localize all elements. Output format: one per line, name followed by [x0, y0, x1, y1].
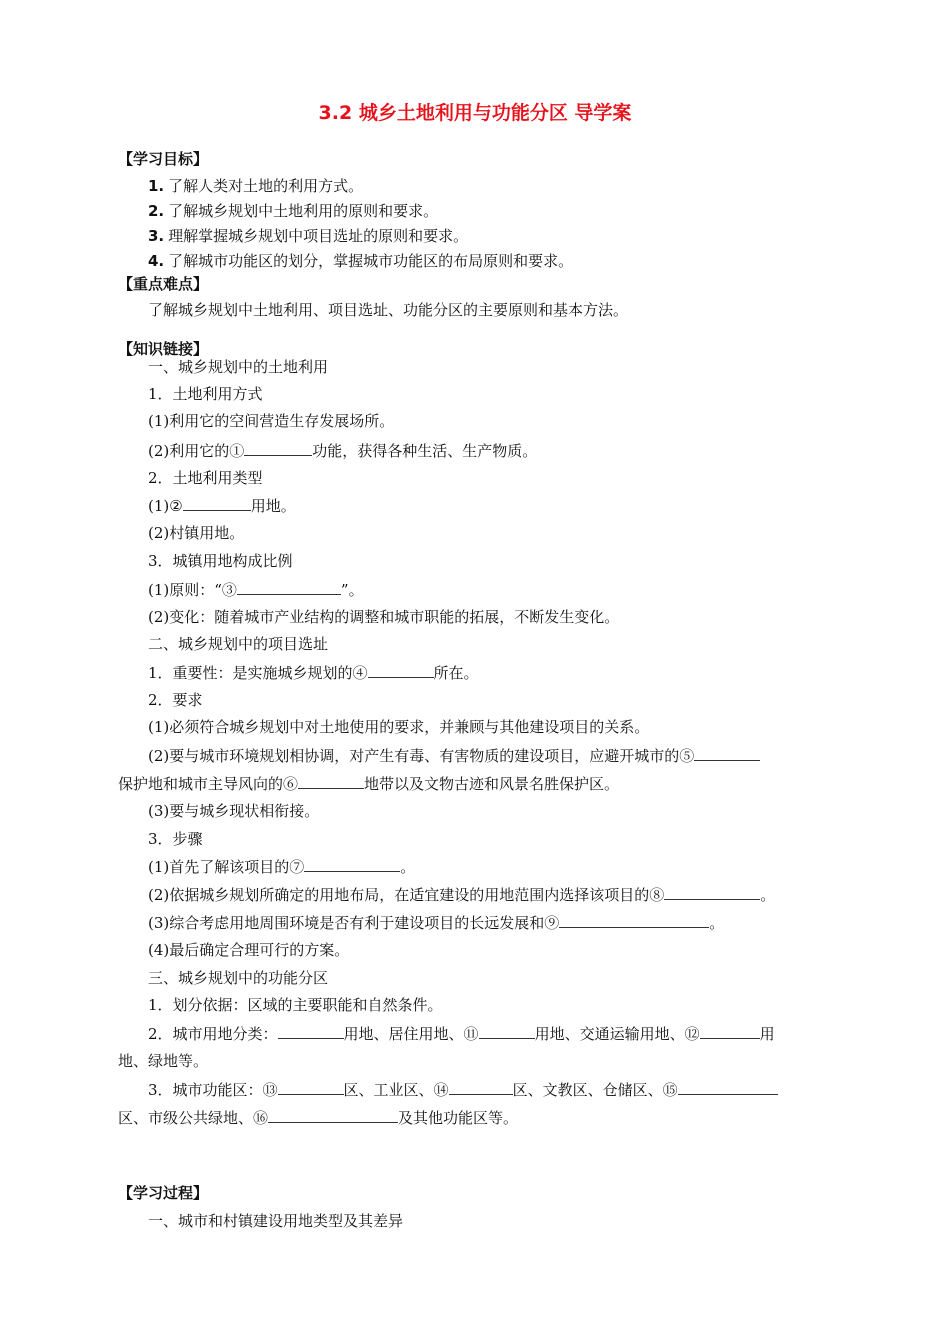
text: 用	[759, 1025, 775, 1043]
blank-16[interactable]	[268, 1108, 398, 1123]
text: (1)原则：“③	[148, 581, 237, 599]
blank-5[interactable]	[694, 746, 760, 761]
s2-3d: (4)最后确定合理可行的方案。	[148, 941, 350, 959]
goal-number: 3.	[148, 227, 165, 245]
page-title: 3.2 城乡土地利用与功能分区 导学案	[318, 102, 632, 124]
key-text: 了解城乡规划中土地利用、项目选址、功能分区的主要原则和基本方法。	[148, 301, 629, 319]
text: (1)②	[148, 497, 183, 515]
blank-7[interactable]	[304, 857, 400, 872]
text: 保护地和城市主导风向的⑥	[118, 775, 299, 793]
text: 地带以及文物古迹和风景名胜保护区。	[364, 775, 620, 793]
blank-15[interactable]	[678, 1080, 778, 1095]
blank-3[interactable]	[237, 580, 341, 595]
s1-2: 2．土地利用类型	[148, 469, 263, 487]
section-2-heading: 二、城乡规划中的项目选址	[148, 635, 329, 653]
s1-1: 1．土地利用方式	[148, 385, 263, 403]
s3-3	[148, 1080, 778, 1099]
process-heading: 【学习过程】	[118, 1184, 209, 1202]
blank-8[interactable]	[664, 885, 760, 900]
text: 。	[760, 886, 776, 904]
text: 用地、交通运输用地、⑫	[534, 1025, 700, 1043]
blank-4[interactable]	[368, 663, 434, 678]
text: (1)首先了解该项目的⑦	[148, 858, 305, 876]
s1-2b: (2)村镇用地。	[148, 524, 245, 542]
text: 3．城市功能区：⑬	[148, 1081, 278, 1099]
text: (2)利用它的①	[148, 442, 245, 460]
s3-2	[148, 1024, 775, 1043]
section-1-heading: 一、城乡规划中的土地利用	[148, 358, 329, 376]
goal-text: 了解城乡规划中土地利用的原则和要求。	[168, 202, 439, 220]
goal-text: 了解人类对土地的利用方式。	[168, 177, 364, 195]
text: (2)要与城市环境规划相协调，对产生有毒、有害物质的建设项目，应避开城市的⑤	[148, 747, 695, 765]
text: 区、市级公共绿地、⑯	[118, 1109, 269, 1127]
s2-2a: (1)必须符合城乡规划中对土地使用的要求，并兼顾与其他建设项目的关系。	[148, 718, 650, 736]
goal-item	[148, 177, 363, 195]
text: 2．城市用地分类：	[148, 1025, 278, 1043]
s2-2: 2．要求	[148, 691, 203, 709]
blank-12[interactable]	[700, 1024, 760, 1039]
s2-3: 3．步骤	[148, 830, 203, 848]
goal-number: 1.	[148, 177, 165, 195]
s2-1	[148, 663, 479, 682]
blank-1[interactable]	[244, 441, 312, 456]
goal-text: 了解城市功能区的划分，掌握城市功能区的布局原则和要求。	[168, 252, 574, 270]
key-heading: 【重点难点】	[118, 275, 209, 293]
s1-3b: (2)变化：随着城市产业结构的调整和城市职能的拓展，不断发生变化。	[148, 608, 620, 626]
s1-1a: (1)利用它的空间营造生存发展场所。	[148, 412, 395, 430]
s2-3a	[148, 857, 415, 876]
s1-1b	[148, 441, 537, 460]
text: 1．重要性：是实施城乡规划的④	[148, 664, 368, 682]
link-heading: 【知识链接】	[118, 340, 209, 358]
goal-text: 理解掌握城乡规划中项目选址的原则和要求。	[168, 227, 469, 245]
text: (3)综合考虑用地周围环境是否有利于建设项目的长远发展和⑨	[148, 914, 560, 932]
text: 。	[400, 858, 416, 876]
text: 区、工业区、⑭	[343, 1081, 449, 1099]
goal-item	[148, 227, 468, 245]
s2-2b-cont	[118, 774, 619, 793]
s2-2c: (3)要与城乡现状相衔接。	[148, 802, 320, 820]
text: 功能，获得各种生活、生产物质。	[312, 442, 538, 460]
goal-item	[148, 202, 438, 220]
text: 用地。	[250, 497, 296, 515]
section-3-heading: 三、城乡规划中的功能分区	[148, 969, 329, 987]
text: 用地、居住用地、⑪	[343, 1025, 479, 1043]
blank-6[interactable]	[298, 774, 364, 789]
s1-2a	[148, 496, 296, 515]
s1-3a	[148, 580, 364, 599]
s2-3b	[148, 885, 775, 904]
s3-3-cont	[118, 1108, 518, 1127]
blank-13[interactable]	[278, 1080, 344, 1095]
blank-2[interactable]	[183, 496, 251, 511]
text: ”。	[340, 581, 364, 599]
process-item-1: 一、城市和村镇建设用地类型及其差异	[148, 1212, 404, 1230]
goals-heading: 【学习目标】	[118, 150, 209, 168]
goal-number: 2.	[148, 202, 165, 220]
text: 及其他功能区等。	[398, 1109, 519, 1127]
blank-14[interactable]	[449, 1080, 513, 1095]
blank-10[interactable]	[278, 1024, 344, 1039]
text: 所在。	[433, 664, 479, 682]
blank-11[interactable]	[479, 1024, 535, 1039]
text: (2)依据城乡规划所确定的用地布局，在适宜建设的用地范围内选择该项目的⑧	[148, 886, 665, 904]
goal-number: 4.	[148, 252, 165, 270]
s3-2-cont: 地、绿地等。	[118, 1052, 209, 1070]
blank-9[interactable]	[559, 913, 709, 928]
text: 。	[709, 914, 725, 932]
s2-2b	[148, 746, 760, 765]
s1-3: 3．城镇用地构成比例	[148, 552, 293, 570]
goal-item	[148, 252, 573, 270]
s2-3c	[148, 913, 724, 932]
s3-1: 1．划分依据：区域的主要职能和自然条件。	[148, 996, 443, 1014]
text: 区、文教区、仓储区、⑮	[512, 1081, 678, 1099]
